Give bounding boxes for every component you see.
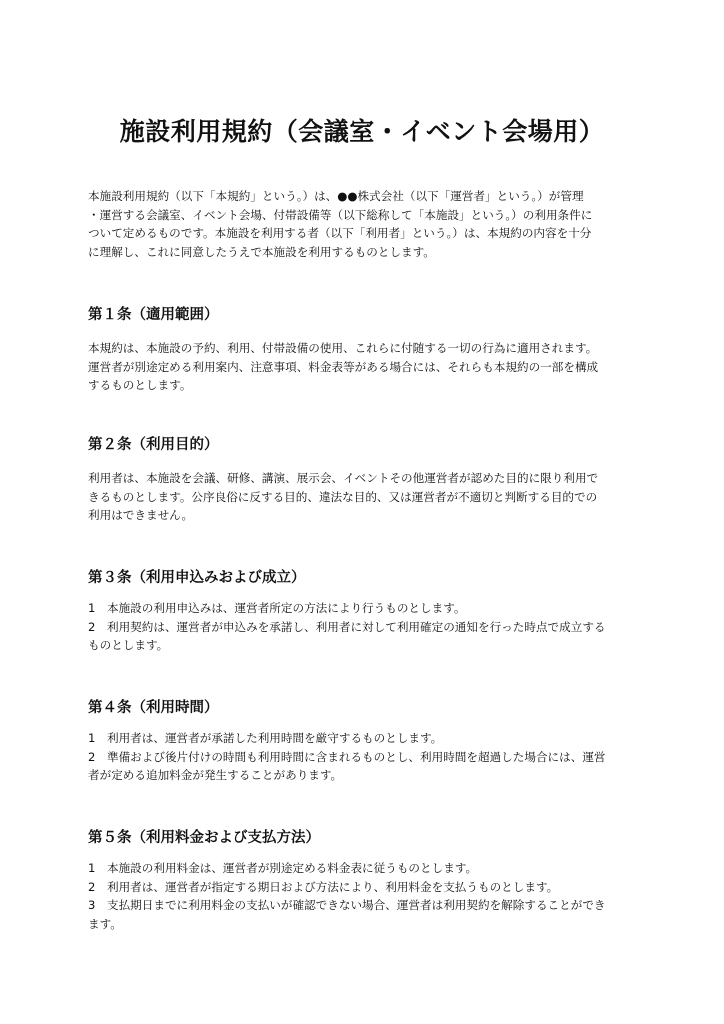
article-line: 1 本施設の利用料金は、運営者が別途定める料金表に従うものとします。	[88, 861, 478, 875]
article-4-heading: 第４条（利用時間）	[88, 700, 219, 716]
article-line: きるものとします。公序良俗に反する目的、違法な目的、又は運営者が不適切と判断する目的での	[88, 489, 598, 504]
preamble	[88, 187, 648, 261]
article-line: 2 準備および後片付けの時間も利用時間に含まれるものとし、利用時間を超過した場合には、運営	[88, 749, 606, 764]
article-line: 者が定める追加料金が発生することがあります。	[88, 768, 343, 782]
article-1-body	[88, 339, 648, 395]
article-line: 利用者は、本施設を会議、研修、講演、展示会、イベントその他運営者が認めた目的に限り利用で	[88, 471, 599, 485]
article-4-body	[88, 729, 648, 785]
article-1-heading: 第１条（適用範囲）	[88, 307, 219, 323]
article-5-body	[88, 859, 648, 933]
preamble-line: ・運営する会議室、イベント会場、付帯設備等（以下総称して「本施設」という。）の利用条件に	[88, 207, 593, 222]
article-line: ます。	[88, 916, 122, 931]
article-line: 2 利用者は、運営者が指定する期日および方法により、利用料金を支払うものとします。	[88, 879, 559, 894]
article-line: 利用はできません。	[88, 508, 194, 522]
article-line: ものとします。	[88, 638, 169, 652]
article-2-heading: 第２条（利用目的）	[88, 437, 219, 453]
article-line: 1 本施設の利用申込みは、運営者所定の方法により行うものとします。	[88, 601, 466, 615]
article-line: 2 利用契約は、運営者が申込みを承諾し、利用者に対して利用確定の通知を行った時点で成立する	[88, 619, 606, 634]
preamble-line: に理解し、これに同意したうえで本施設を利用するものとします。	[88, 244, 435, 259]
page-title: 施設利用規約（会議室・イベント会場用）	[119, 117, 605, 146]
article-line: 本規約は、本施設の予約、利用、付帯設備の使用、これらに付随する一切の行為に適用されます。	[88, 341, 598, 355]
article-line: 1 利用者は、運営者が承諾した利用時間を厳守するものとします。	[88, 731, 443, 745]
article-5-heading: 第５条（利用料金および支払方法）	[88, 830, 320, 846]
article-line: 3 支払期日までに利用料金の支払いが確認できない場合、運営者は利用契約を解除することができ	[88, 898, 606, 912]
preamble-line: 本施設利用規約（以下「本規約」という。）は、●●株式会社（以下「運営者」という。）が管理	[88, 189, 584, 203]
article-line: 運営者が別途定める利用案内、注意事項、料金表等がある場合には、それらも本規約の一部を構成	[88, 359, 599, 374]
article-2-body	[88, 469, 648, 525]
article-3-body	[88, 599, 648, 655]
article-3-heading: 第３条（利用申込みおよび成立）	[88, 570, 306, 586]
article-line: するものとします。	[88, 378, 192, 392]
preamble-line: ついて定めるものです。本施設を利用する者（以下「利用者」という。）は、本規約の内容を十分	[88, 226, 592, 240]
